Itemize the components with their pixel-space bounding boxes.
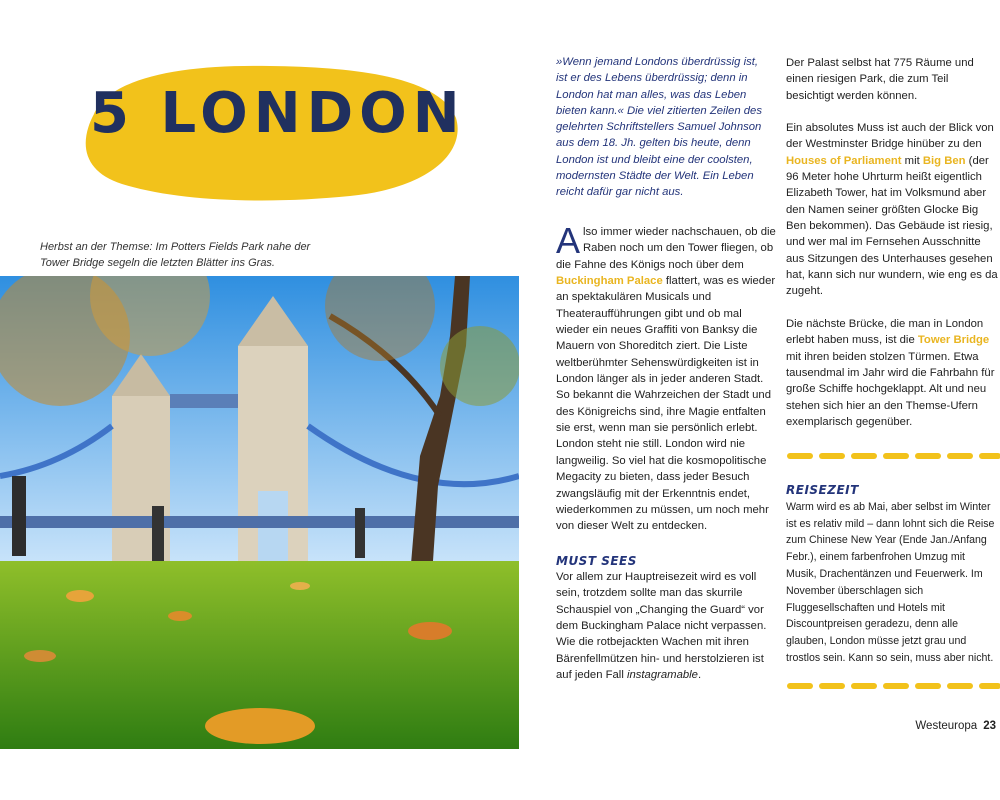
highlight-buckingham-palace: Buckingham Palace xyxy=(556,275,663,288)
drop-cap: A xyxy=(556,220,581,261)
reisezeit-section xyxy=(786,482,998,667)
highlight-big-ben: Big Ben xyxy=(922,154,966,167)
must-sees-paragraph: Vor allem zur Hauptreisezeit wird es voll sein, trotzdem sollte man das skurrile Schauspiel von „Changing the Guard“ vor dem Buckingham Palace nicht verpassen. Wie die rotbejackten Wachen mit ihren Bärenfellmützen hin- und herstolzieren ist auf jeden Fall instagramable. xyxy=(556,570,767,681)
dashed-divider-bottom xyxy=(786,682,1000,690)
westminster-paragraph: Ein absolutes Muss ist auch der Blick von der Westminster Bridge hinüber zu den Houses of Parliament mit Big Ben (der 96 Meter hohe Uhrturm heißt eigentlich Elizabeth Tower, hat im Volksmund aber den Namen seiner größten Glocke Big Ben bekommen). Das Gebäude ist riesig, und wer mal im Fernsehen Ausschnitte aus Sitzungen des Unterhauses gesehen hat, kann sich nur wundern, wie eng es da zugeht. xyxy=(786,122,998,298)
palace-paragraph: Der Palast selbst hat 775 Räume und einen riesigen Park, die zum Teil besichtigt werden können. xyxy=(786,57,974,102)
chapter-name: LONDON xyxy=(160,81,466,146)
body-column-right xyxy=(786,55,998,430)
footer-section: Westeuropa xyxy=(915,720,978,732)
intro-paragraph: Also immer wieder nachschauen, ob die Raben noch um den Tower fliegen, ob die Fahne des Königs noch über dem Buckingham Palace flattert, was es wieder an spektakulären Musicals und Theateraufführungen gibt und ob mal wieder ein neues Graffiti von Banksy die Mauern von Shoreditch ziert. Die Liste weltberühmter Sehenswürdigkeiten ist in London länger als in jeder anderen Stadt. So bekannt die Wahrzeichen der Stadt und des Königreichs sind, ihre Magie entfalten sie erst, wenn man sie persönlich erlebt. London steht nie still. London wird nie langweilig. So viel hat die kosmopolitische Megacity zu bieten, dass jeder Besuch zwangsläufig mit der Erkenntnis endet, wiederkommen zu müssen, um noch mehr von dieser Welt zu entdecken. xyxy=(556,220,776,533)
reisezeit-paragraph: Warm wird es ab Mai, aber selbst im Winter ist es relativ mild – dann lohnt sich die Reise zum Chinese New Year (Ende Jan./Anfang Febr.), einem farbenfrohen Umzug mit Musik, Drachentänzen und Feuerwerk. Im November überschlagen sich Fluggesellschaften und Hotels mit Discountpreisen geradezu, denn alle glauben, London müsse jetzt grau und trostlos sein. Kann so sein, muss aber nicht. xyxy=(786,500,995,664)
chapter-number: 5 xyxy=(90,81,135,146)
body-column-left xyxy=(556,220,776,683)
reisezeit-heading: REISEZEIT xyxy=(786,483,859,497)
tower-bridge-photo xyxy=(0,276,519,749)
highlight-houses-of-parliament: Houses of Parliament xyxy=(786,154,902,167)
tower-bridge-paragraph: Die nächste Brücke, die man in London erlebt haben muss, ist die Tower Bridge mit ihren beiden stolzen Türmen. Etwa tausendmal im Jahr wird die Fahrbahn für große Schiffe hochgeklappt. Alt und neu stehen sich hier an den Themse-Ufern exemplarisch gegenüber. xyxy=(786,317,995,428)
dashed-divider xyxy=(786,452,1000,460)
chapter-title xyxy=(90,81,466,146)
photo-caption: Herbst an der Themse: Im Potters Fields Park nahe der Tower Bridge segeln die letzten Blätter ins Gras. xyxy=(40,241,311,269)
page-number: 23 xyxy=(983,720,996,732)
highlight-tower-bridge: Tower Bridge xyxy=(917,334,990,347)
intro-quote: »Wenn jemand Londons überdrüssig ist, ist er des Lebens überdrüssig; denn in London hat man alles, was das Leben bieten kann.« Die viel zitierten Zeilen des gelehrten Schriftstellers Samuel Johnson aus dem 18. Jh. gelten bis heute, denn London ist und bleibt eine der coolsten, modernsten Städte der Welt. Ein Leben reicht dafür gar nicht aus. xyxy=(556,56,762,199)
must-sees-heading: MUST SEES xyxy=(556,553,637,568)
page-footer xyxy=(915,720,996,732)
